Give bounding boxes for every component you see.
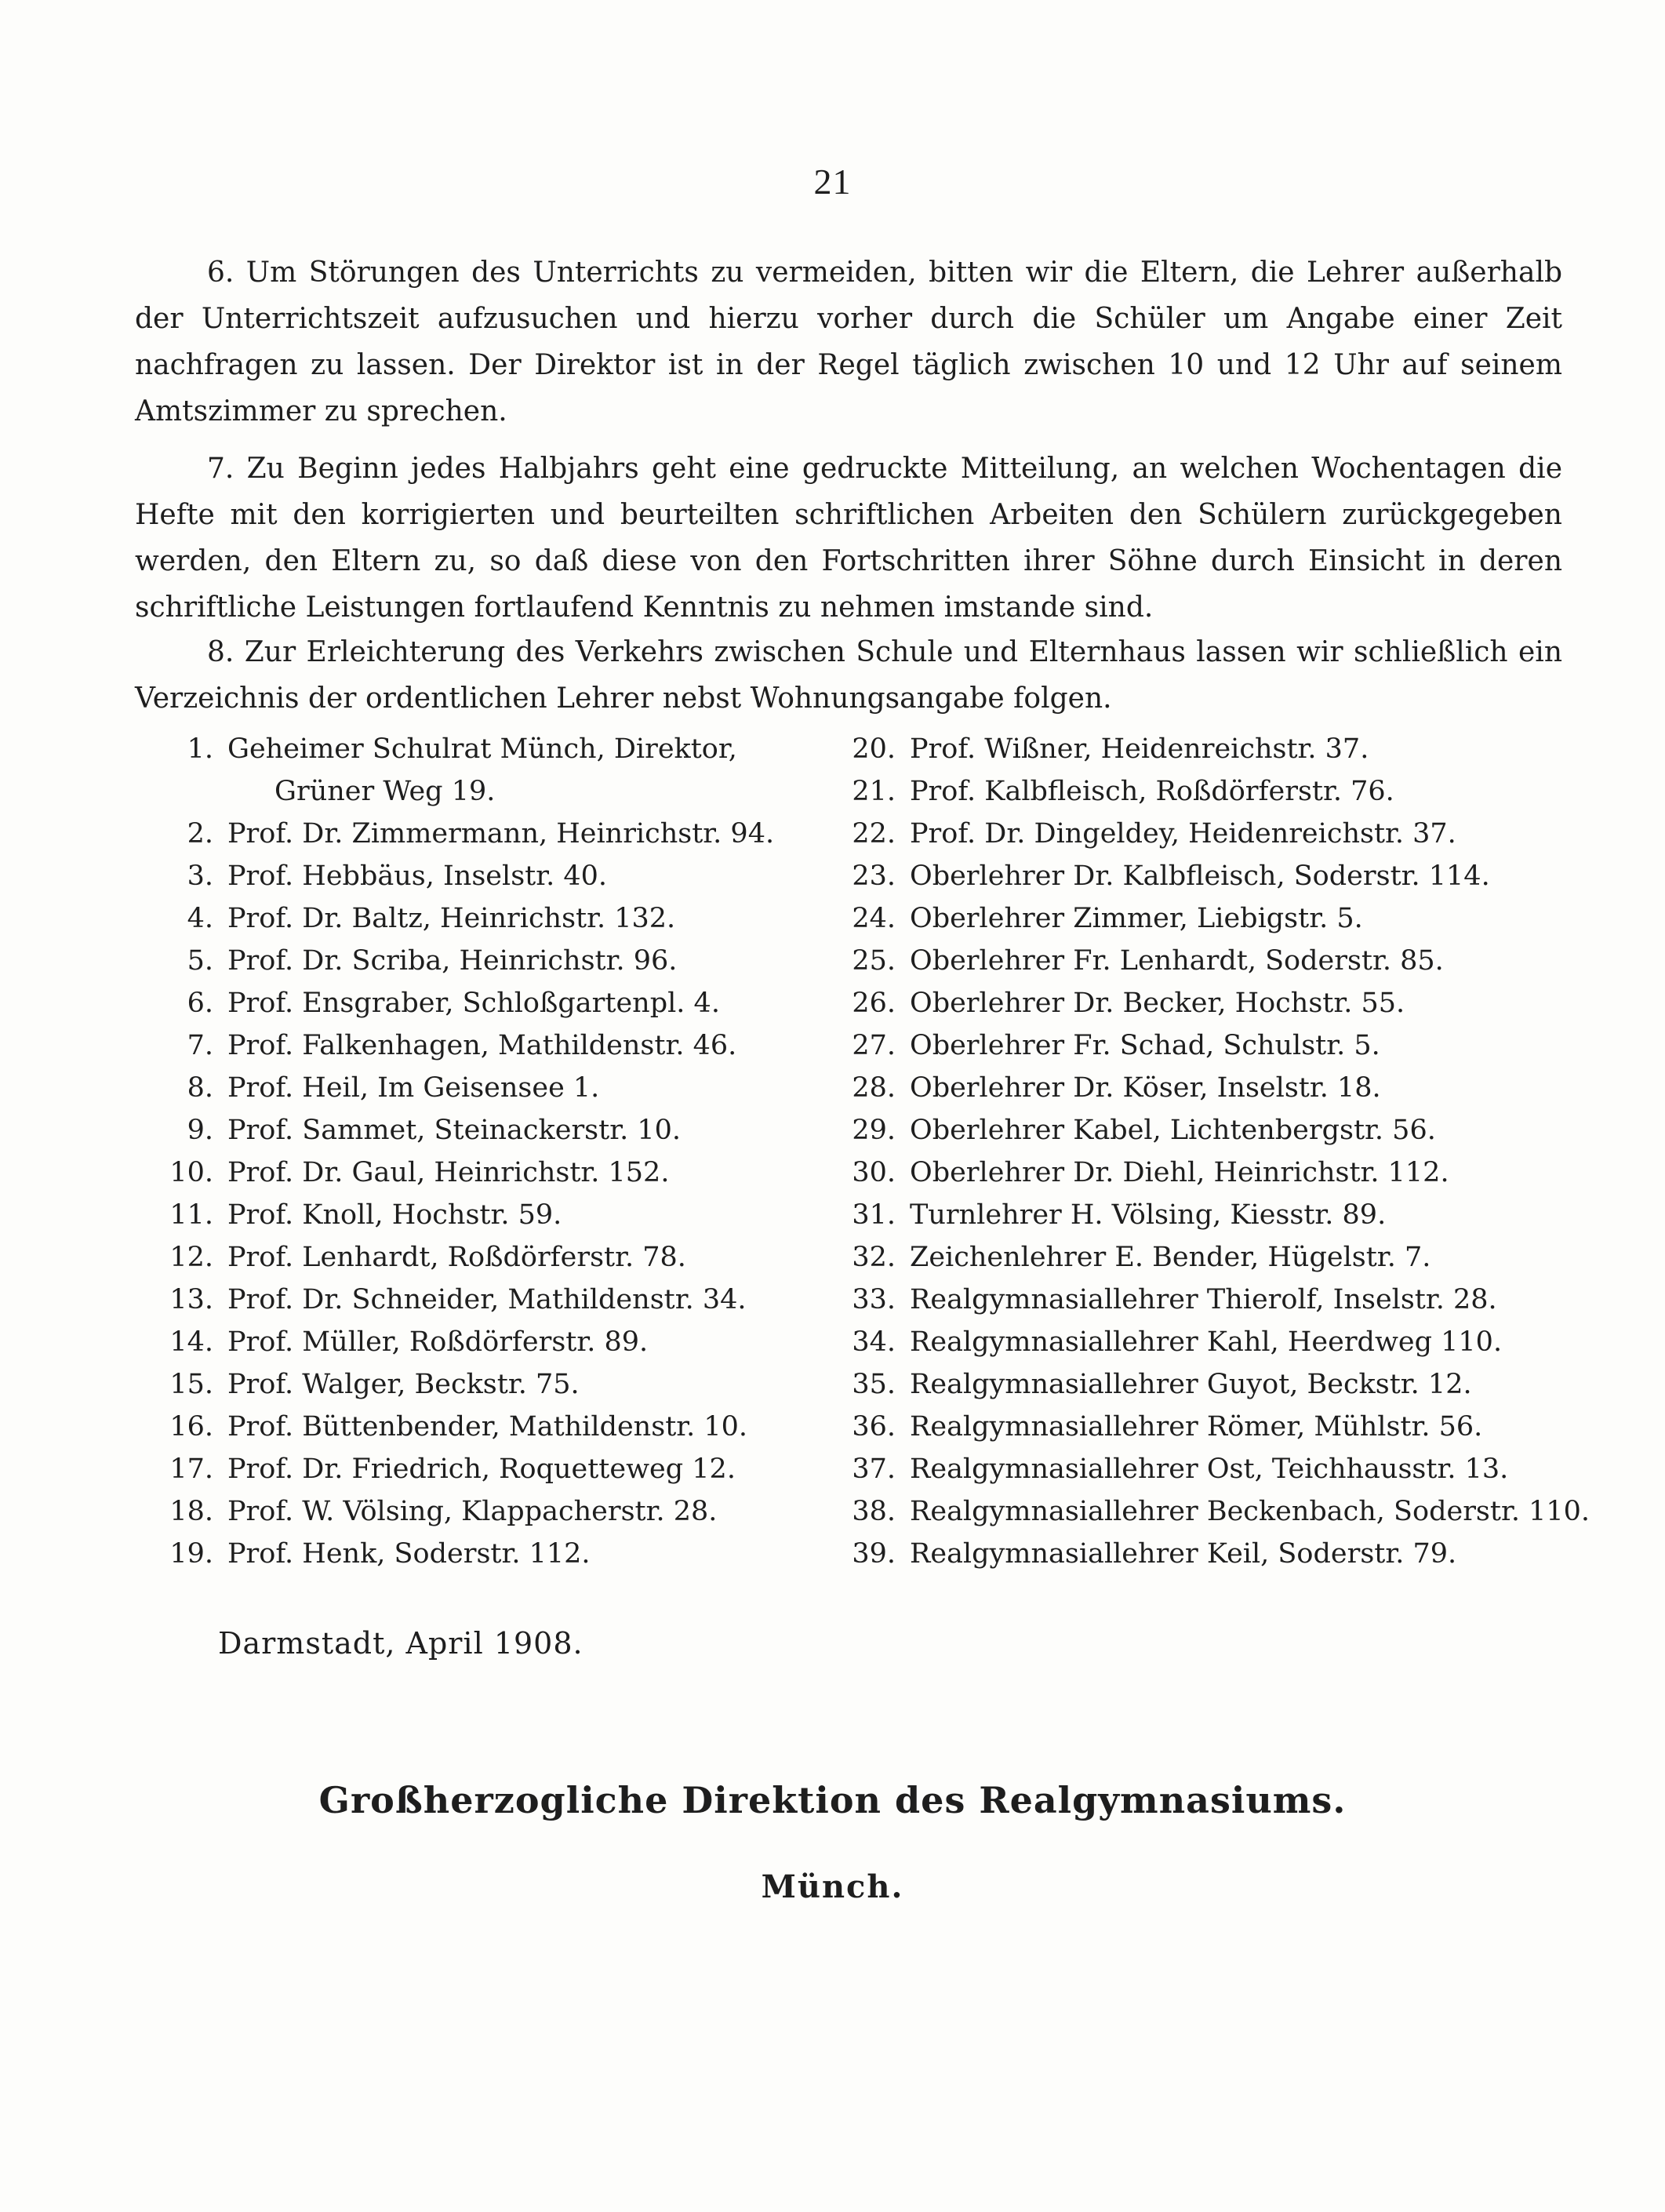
teacher-number: 6. bbox=[187, 988, 213, 1019]
teacher-entry: Prof. Lenhardt, Roßdörferstr. 78. bbox=[227, 1242, 686, 1273]
teacher-entry: Zeichenlehrer E. Bender, Hügelstr. 7. bbox=[910, 1242, 1431, 1273]
teacher-list-right bbox=[816, 728, 1592, 1575]
teacher-entry: Prof. Dr. Gaul, Heinrichstr. 152. bbox=[227, 1157, 670, 1188]
teacher-number: 17. bbox=[169, 1453, 213, 1485]
teacher-entry: Grüner Weg 19. bbox=[274, 776, 496, 807]
teacher-list-item bbox=[816, 855, 1592, 897]
paragraph-6-text: 6. Um Störungen des Unterrichts zu vermeiden, bitten wir die Eltern, die Lehrer außerhalb der Unterrichtszeit aufzusuchen und hierzu vorher durch die Schüler um Angabe einer Zeit nachfragen zu lassen. Der Direktor ist in der Regel täglich zwischen 10 und 12 Uhr auf seinem Amtszimmer zu sprechen. bbox=[135, 256, 1562, 427]
paragraph-7-text: 7. Zu Beginn jedes Halbjahrs geht eine gedruckte Mitteilung, an welchen Wochentagen die Hefte mit den korrigierten und beurteilten schriftlichen Arbeiten den Schülern zurückgegeben werden, den Eltern zu, so daß diese von den Fortschritten ihrer Söhne durch Einsicht in deren schriftliche Leistungen fortlaufend Kenntnis zu nehmen imstande sind. bbox=[135, 453, 1562, 624]
teacher-number: 4. bbox=[187, 903, 213, 934]
teacher-list-item bbox=[133, 1109, 823, 1151]
teacher-list-item bbox=[133, 1279, 823, 1321]
teacher-number: 23. bbox=[852, 860, 896, 892]
teacher-entry: Prof. Dr. Zimmermann, Heinrichstr. 94. bbox=[227, 818, 775, 850]
teacher-list-item bbox=[816, 770, 1592, 813]
teacher-entry: Oberlehrer Dr. Köser, Inselstr. 18. bbox=[910, 1072, 1381, 1104]
teacher-entry: Geheimer Schulrat Münch, Direktor, bbox=[227, 733, 737, 765]
dateline: Darmstadt, April 1908. bbox=[218, 1626, 583, 1661]
teacher-entry: Prof. Knoll, Hochstr. 59. bbox=[227, 1199, 562, 1231]
teacher-list-item bbox=[816, 1236, 1592, 1279]
teacher-number: 2. bbox=[187, 818, 213, 850]
teacher-list-item bbox=[133, 855, 823, 897]
teacher-entry: Oberlehrer Zimmer, Liebigstr. 5. bbox=[910, 903, 1363, 934]
teacher-list-item bbox=[816, 1448, 1592, 1490]
teacher-list-item bbox=[133, 897, 823, 940]
teacher-number: 12. bbox=[169, 1242, 213, 1273]
teacher-number: 5. bbox=[187, 945, 213, 977]
teacher-list-item bbox=[133, 1406, 823, 1448]
teacher-list-item bbox=[816, 940, 1592, 982]
teacher-list-item bbox=[133, 940, 823, 982]
teacher-list-item bbox=[133, 770, 823, 813]
teacher-entry: Prof. Falkenhagen, Mathildenstr. 46. bbox=[227, 1030, 737, 1061]
teacher-entry: Oberlehrer Dr. Kalbfleisch, Soderstr. 114. bbox=[910, 860, 1490, 892]
teacher-number: 9. bbox=[187, 1115, 213, 1146]
teacher-list-item bbox=[816, 1363, 1592, 1406]
teacher-list-item bbox=[133, 1363, 823, 1406]
teacher-entry: Oberlehrer Dr. Diehl, Heinrichstr. 112. bbox=[910, 1157, 1449, 1188]
teacher-entry: Oberlehrer Dr. Becker, Hochstr. 55. bbox=[910, 988, 1405, 1019]
teacher-list-item bbox=[816, 1151, 1592, 1194]
teacher-entry: Prof. Kalbfleisch, Roßdörferstr. 76. bbox=[910, 776, 1394, 807]
teacher-number: 13. bbox=[169, 1284, 213, 1315]
teacher-entry: Prof. Büttenbender, Mathildenstr. 10. bbox=[227, 1411, 748, 1443]
teacher-list-item bbox=[816, 1279, 1592, 1321]
teacher-list-item bbox=[816, 1321, 1592, 1363]
signature-name: Münch. bbox=[761, 1868, 904, 1905]
teacher-list-item bbox=[816, 982, 1592, 1024]
teacher-number: 19. bbox=[169, 1538, 213, 1570]
teacher-list-item bbox=[133, 728, 823, 770]
teacher-number: 28. bbox=[852, 1072, 896, 1104]
teacher-list-item bbox=[133, 1067, 823, 1109]
teacher-entry: Realgymnasiallehrer Beckenbach, Soderstr. 110. bbox=[910, 1496, 1590, 1527]
teacher-number: 15. bbox=[169, 1369, 213, 1400]
teacher-entry: Oberlehrer Fr. Lenhardt, Soderstr. 85. bbox=[910, 945, 1444, 977]
teacher-list-item bbox=[816, 1490, 1592, 1533]
teacher-entry: Prof. Hebbäus, Inselstr. 40. bbox=[227, 860, 608, 892]
teacher-list-item bbox=[816, 1024, 1592, 1067]
teacher-list-item bbox=[133, 1490, 823, 1533]
teacher-entry: Realgymnasiallehrer Kahl, Heerdweg 110. bbox=[910, 1326, 1503, 1358]
teacher-number: 11. bbox=[169, 1199, 213, 1231]
teacher-list-item bbox=[816, 1194, 1592, 1236]
teacher-list-item bbox=[133, 1194, 823, 1236]
teacher-number: 38. bbox=[852, 1496, 896, 1527]
page-number: 21 bbox=[813, 162, 852, 202]
teacher-entry: Realgymnasiallehrer Thierolf, Inselstr. 28. bbox=[910, 1284, 1497, 1315]
teacher-number: 27. bbox=[852, 1030, 896, 1061]
teacher-number: 26. bbox=[852, 988, 896, 1019]
teacher-entry: Oberlehrer Kabel, Lichtenbergstr. 56. bbox=[910, 1115, 1436, 1146]
teacher-number: 20. bbox=[852, 733, 896, 765]
teacher-number: 33. bbox=[852, 1284, 896, 1315]
teacher-number: 14. bbox=[169, 1326, 213, 1358]
teacher-entry: Prof. Müller, Roßdörferstr. 89. bbox=[227, 1326, 649, 1358]
teacher-number: 1. bbox=[187, 733, 213, 765]
teacher-entry: Oberlehrer Fr. Schad, Schulstr. 5. bbox=[910, 1030, 1380, 1061]
teacher-number bbox=[133, 770, 227, 813]
teacher-list-item bbox=[133, 813, 823, 855]
teacher-number: 21. bbox=[852, 776, 896, 807]
teacher-entry: Prof. Dr. Dingeldey, Heidenreichstr. 37. bbox=[910, 818, 1456, 850]
teacher-list-left bbox=[133, 728, 823, 1575]
teacher-number: 32. bbox=[852, 1242, 896, 1273]
teacher-number: 25. bbox=[852, 945, 896, 977]
teacher-number: 24. bbox=[852, 903, 896, 934]
teacher-entry: Realgymnasiallehrer Römer, Mühlstr. 56. bbox=[910, 1411, 1483, 1443]
teacher-number: 35. bbox=[852, 1369, 896, 1400]
teacher-number: 30. bbox=[852, 1157, 896, 1188]
teacher-number: 7. bbox=[187, 1030, 213, 1061]
teacher-list-item bbox=[133, 1533, 823, 1575]
teacher-list-item bbox=[133, 1321, 823, 1363]
teacher-entry: Turnlehrer H. Völsing, Kiesstr. 89. bbox=[910, 1199, 1387, 1231]
teacher-number: 8. bbox=[187, 1072, 213, 1104]
teacher-list-item bbox=[816, 1533, 1592, 1575]
teacher-entry: Prof. Sammet, Steinackerstr. 10. bbox=[227, 1115, 681, 1146]
teacher-number: 10. bbox=[169, 1157, 213, 1188]
teacher-list-item bbox=[816, 1067, 1592, 1109]
teacher-number: 16. bbox=[169, 1411, 213, 1443]
paragraph-6 bbox=[135, 249, 1562, 435]
teacher-number: 34. bbox=[852, 1326, 896, 1358]
teacher-entry: Prof. Dr. Baltz, Heinrichstr. 132. bbox=[227, 903, 676, 934]
teacher-list-item bbox=[133, 1024, 823, 1067]
teacher-entry: Prof. Walger, Beckstr. 75. bbox=[227, 1369, 580, 1400]
teacher-entry: Prof. Dr. Friedrich, Roquetteweg 12. bbox=[227, 1453, 736, 1485]
teacher-list-item bbox=[816, 1109, 1592, 1151]
paragraph-8-text: 8. Zur Erleichterung des Verkehrs zwischen Schule und Elternhaus lassen wir schließlich ein Verzeichnis der ordentlichen Lehrer nebst Wohnungsangabe folgen. bbox=[135, 636, 1562, 715]
teacher-list-item bbox=[816, 1406, 1592, 1448]
teacher-number: 31. bbox=[852, 1199, 896, 1231]
teacher-entry: Prof. Ensgraber, Schloßgartenpl. 4. bbox=[227, 988, 720, 1019]
teacher-list-item bbox=[816, 728, 1592, 770]
teacher-entry: Realgymnasiallehrer Ost, Teichhausstr. 13. bbox=[910, 1453, 1509, 1485]
teacher-list-item bbox=[816, 897, 1592, 940]
teacher-entry: Realgymnasiallehrer Guyot, Beckstr. 12. bbox=[910, 1369, 1472, 1400]
paragraph-7 bbox=[135, 446, 1562, 631]
teacher-number: 39. bbox=[852, 1538, 896, 1570]
teacher-number: 18. bbox=[169, 1496, 213, 1527]
teacher-entry: Prof. W. Völsing, Klappacherstr. 28. bbox=[227, 1496, 718, 1527]
teacher-list-item bbox=[133, 1151, 823, 1194]
teacher-entry: Prof. Heil, Im Geisensee 1. bbox=[227, 1072, 600, 1104]
teacher-number: 22. bbox=[852, 818, 896, 850]
teacher-number: 37. bbox=[852, 1453, 896, 1485]
teacher-entry: Prof. Dr. Scriba, Heinrichstr. 96. bbox=[227, 945, 678, 977]
signature-title: Großherzogliche Direktion des Realgymnasiums. bbox=[318, 1779, 1347, 1821]
teacher-entry: Prof. Dr. Schneider, Mathildenstr. 34. bbox=[227, 1284, 747, 1315]
teacher-entry: Prof. Wißner, Heidenreichstr. 37. bbox=[910, 733, 1369, 765]
teacher-entry: Prof. Henk, Soderstr. 112. bbox=[227, 1538, 591, 1570]
teacher-number: 36. bbox=[852, 1411, 896, 1443]
teacher-list-item bbox=[133, 1236, 823, 1279]
paragraph-8 bbox=[135, 629, 1562, 722]
teacher-number: 29. bbox=[852, 1115, 896, 1146]
teacher-number: 3. bbox=[187, 860, 213, 892]
teacher-list-item bbox=[133, 1448, 823, 1490]
teacher-list-item bbox=[133, 982, 823, 1024]
teacher-entry: Realgymnasiallehrer Keil, Soderstr. 79. bbox=[910, 1538, 1457, 1570]
teacher-list-item bbox=[816, 813, 1592, 855]
